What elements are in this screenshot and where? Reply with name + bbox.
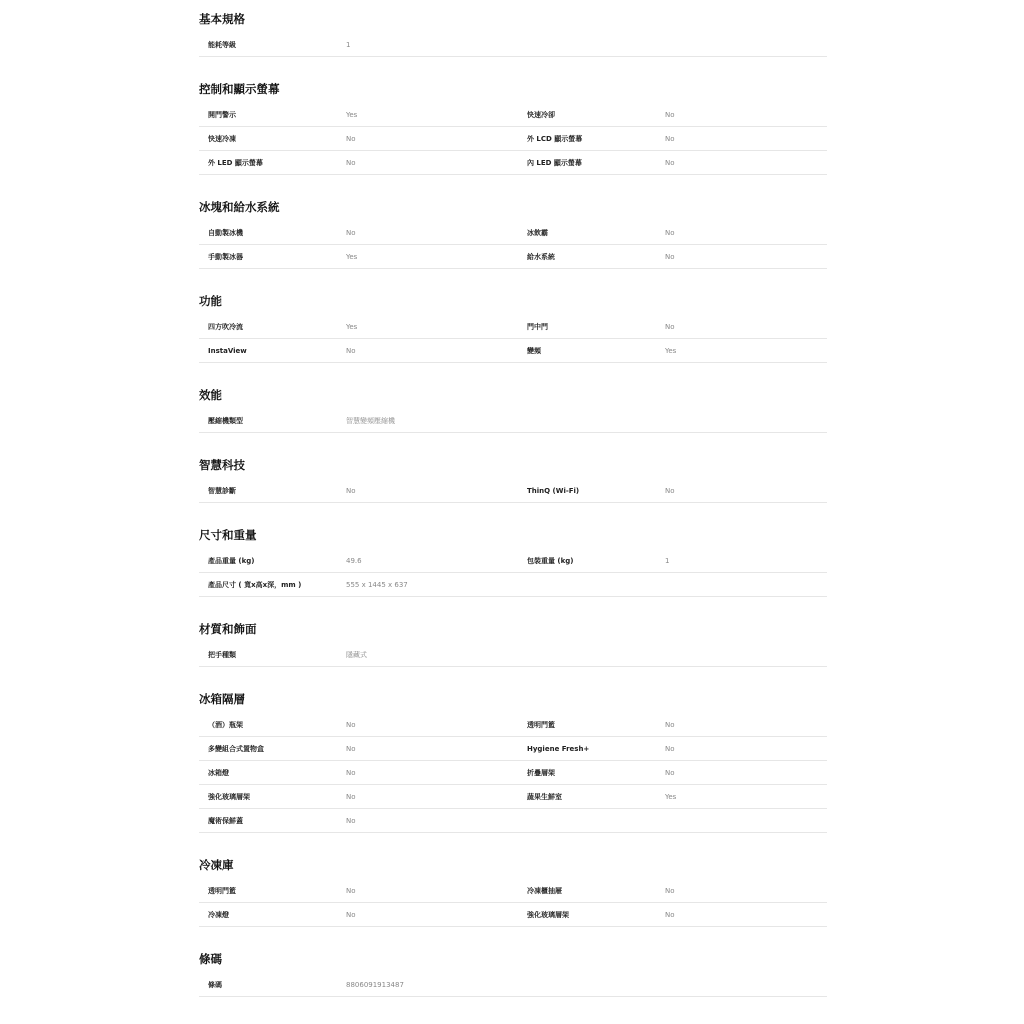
spec-label: 快速冷卻: [527, 110, 555, 119]
spec-value: No: [346, 486, 356, 495]
spec-section: [199, 197, 827, 269]
spec-label: 冰箱燈: [208, 768, 229, 777]
spec-label: 強化玻璃層架: [527, 910, 569, 919]
spec-label: 透明門籃: [208, 886, 236, 895]
spec-value: Yes: [665, 346, 677, 355]
spec-value: 8806091913487: [346, 980, 404, 989]
spec-label: 冷凍燈: [208, 910, 229, 919]
spec-row: [199, 315, 827, 339]
spec-label: Hygiene Fresh+: [527, 744, 590, 753]
spec-label: 魔術保鮮蓋: [208, 816, 243, 825]
section-title: 冰塊和給水系統: [199, 200, 280, 214]
spec-row: [199, 643, 827, 667]
spec-row: [199, 713, 827, 737]
spec-section: [199, 619, 827, 667]
spec-label: 壓縮機類型: [208, 416, 243, 425]
spec-label: 自動製冰機: [208, 228, 243, 237]
spec-value: No: [665, 720, 675, 729]
spec-label: 變頻: [527, 346, 541, 355]
spec-value: No: [346, 768, 356, 777]
section-title: 智慧科技: [199, 458, 245, 472]
spec-label: 給水系統: [527, 252, 555, 261]
spec-label: 透明門籃: [527, 720, 555, 729]
spec-value: No: [346, 886, 356, 895]
spec-value: No: [665, 486, 675, 495]
spec-label: 手動製冰器: [208, 252, 243, 261]
spec-label: 折疊層架: [527, 768, 555, 777]
spec-row: [199, 127, 827, 151]
spec-value: No: [665, 768, 675, 777]
spec-label: 多變組合式置物盒: [208, 744, 264, 753]
spec-row: [199, 549, 827, 573]
spec-section: [199, 385, 827, 433]
spec-value: 智慧變頻壓縮機: [346, 416, 395, 425]
spec-row: [199, 245, 827, 269]
spec-row: [199, 33, 827, 57]
spec-row: [199, 573, 827, 597]
section-title: 冷凍庫: [199, 858, 234, 872]
spec-label: 強化玻璃層架: [208, 792, 250, 801]
spec-label: 四方吹冷流: [208, 322, 243, 331]
spec-value: No: [346, 228, 356, 237]
spec-section: [199, 291, 827, 363]
section-title: 尺寸和重量: [199, 528, 257, 542]
spec-section: [199, 455, 827, 503]
spec-label: 外 LED 顯示螢幕: [208, 158, 263, 167]
spec-row: [199, 151, 827, 175]
spec-row: [199, 221, 827, 245]
spec-value: No: [346, 346, 356, 355]
spec-row: [199, 973, 827, 997]
spec-value: No: [346, 816, 356, 825]
spec-row: [199, 737, 827, 761]
spec-value: 555 x 1445 x 637: [346, 580, 408, 589]
spec-label: 產品重量 (kg): [208, 556, 255, 565]
spec-label: 把手種類: [208, 650, 236, 659]
spec-value: 1: [346, 40, 351, 49]
spec-section: [199, 9, 827, 57]
spec-label: 冰飲霸: [527, 228, 548, 237]
spec-label: 快速冷凍: [208, 134, 236, 143]
spec-section: [199, 855, 827, 927]
section-title: 材質和飾面: [199, 622, 257, 636]
spec-value: No: [665, 110, 675, 119]
spec-value: No: [665, 886, 675, 895]
section-title: 功能: [199, 294, 222, 308]
spec-section: [199, 79, 827, 175]
spec-label: 門中門: [527, 322, 548, 331]
spec-row: [199, 479, 827, 503]
spec-value: No: [346, 744, 356, 753]
spec-label: 冷凍櫃抽屜: [527, 886, 562, 895]
spec-value: No: [346, 910, 356, 919]
spec-section: [199, 689, 827, 833]
spec-row: [199, 879, 827, 903]
spec-value: No: [665, 252, 675, 261]
spec-label: 蔬果生鮮室: [527, 792, 562, 801]
spec-label: 開門警示: [208, 110, 236, 119]
spec-value: No: [346, 134, 356, 143]
spec-value: No: [665, 134, 675, 143]
spec-row: [199, 409, 827, 433]
spec-value: No: [665, 322, 675, 331]
spec-label: 條碼: [208, 980, 222, 989]
spec-value: No: [346, 720, 356, 729]
section-title: 條碼: [199, 952, 222, 966]
spec-label: （酒）瓶架: [208, 720, 243, 729]
spec-section: [199, 525, 827, 597]
spec-value: 1: [665, 556, 670, 565]
spec-row: [199, 785, 827, 809]
spec-label: 內 LED 顯示螢幕: [527, 158, 582, 167]
spec-value: No: [665, 158, 675, 167]
spec-value: No: [346, 792, 356, 801]
section-title: 冰箱隔層: [199, 692, 245, 706]
spec-row: [199, 339, 827, 363]
spec-value: Yes: [346, 322, 358, 331]
spec-value: No: [346, 158, 356, 167]
spec-value: Yes: [346, 252, 358, 261]
section-title: 效能: [199, 388, 222, 402]
spec-value: No: [665, 744, 675, 753]
spec-value: 49.6: [346, 556, 362, 565]
spec-sheet: [199, 0, 827, 997]
spec-value: Yes: [665, 792, 677, 801]
spec-row: [199, 903, 827, 927]
spec-label: InstaView: [208, 346, 247, 355]
spec-label: 外 LCD 顯示螢幕: [527, 134, 583, 143]
spec-value: Yes: [346, 110, 358, 119]
spec-value: No: [665, 910, 675, 919]
spec-row: [199, 761, 827, 785]
spec-value: 隱藏式: [346, 650, 367, 659]
spec-label: 智慧診斷: [208, 486, 236, 495]
spec-section: [199, 949, 827, 997]
spec-label: ThinQ (Wi-Fi): [527, 486, 580, 495]
spec-value: No: [665, 228, 675, 237]
spec-label: 包裝重量 (kg): [527, 556, 574, 565]
spec-label: 能耗等級: [208, 40, 236, 49]
section-title: 控制和顯示螢幕: [199, 82, 280, 96]
section-title: 基本規格: [199, 12, 245, 26]
spec-row: [199, 103, 827, 127]
spec-row: [199, 809, 827, 833]
spec-label: 產品尺寸 ( 寬x高x深，mm ): [208, 580, 302, 589]
